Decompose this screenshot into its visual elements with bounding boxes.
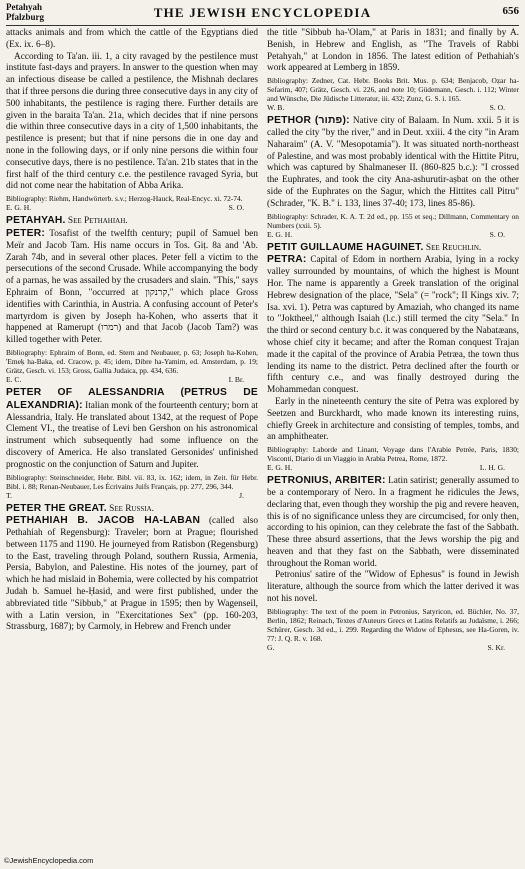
right-column	[267, 28, 519, 655]
entry-petahyah: PETAHYAH. See Pethahiah.	[6, 215, 128, 227]
author-initials: E. G. H. S. O.	[6, 203, 244, 213]
entry-heading: PETHAHIAH B. JACOB HA-LABAN	[6, 515, 201, 527]
bibliography: Bibliography: The text of the poem in Petronius, Satyricon, ed. Büchler, No. 37, Berlin, 1862; Reinach, Textes d'Auteurs Grecs et Latins Relatifs au Judaïsme, i. 266; Schürer, Gesch. 3d ed., i. 299. Regarding the Widow of Ephesus, see Ha-Goren, iv. 77: J. Q. R. v. 168.	[267, 606, 519, 643]
entry-petit: PETIT GUILLAUME HAGUINET. See Reuchlin.	[267, 241, 482, 253]
entry-peter: PETER: Tosafist of the twelfth century; pupil of Samuel ben Meïr and Jacob Tam. His name occurs in Tos. Giṭ. 8a and 'Ab. Zarah 74b, and in several other places. Peter fell a victim to the persecutions of the second Crusade. While accompanying the body of a parnas, he was assailed by the crusaders and slain. "This," says Ephraim of Bonn, "occurred at קרנקון," which place Gross identifies with Carinthia, in Austria. A confusing account of Peter's martyrdom is given by Joseph ha-Kohen, who asserts that it happened at Ramerupt (רמרו) and that Jacob (Jacob Tam?) was killed together with Peter.	[6, 227, 258, 346]
page-number: 656	[502, 5, 519, 17]
author-initials: E. G. H. L. H. G.	[267, 463, 505, 473]
petronius-second-para: Petronius' satire of the "Widow of Ephesus" is found in Jewish literature, although the source from which the latter derived it was not his novel.	[267, 570, 519, 605]
page-header	[6, 2, 519, 24]
entry-heading: PETER OF ALESSANDRIA (PETRUS DE ALEXANDRIA):	[6, 386, 258, 411]
bibliography: Bibliography: Schrader, K. A. T. 2d ed., pp. 155 et seq.; Dillmann, Commentary on Numbers (xxii. 5).	[267, 211, 519, 230]
author-initials: E. C. I. Br.	[6, 374, 244, 384]
entry-heading: PETHOR (פתור):	[267, 115, 350, 127]
entry-heading: PETRA:	[267, 254, 307, 266]
entry-heading: PETRONIUS, ARBITER:	[267, 475, 386, 487]
copyright-footer: ©JewishEncyclopedia.com	[4, 856, 94, 865]
pestilence-text-cont: attacks animals and from which the cattle of the Egyptians died (Ex. ix. 6–8).	[6, 28, 258, 50]
bibliography: Bibliography: Zedner, Cat. Hebr. Books Brit. Mus. p. 634; Benjacob, Oẓar ha-Sefarim, 407; Grätz, Gesch. vi. 226, and note 10; Güdemann, Gesch. i. 112; Winter and Wünsche, Die Jüdische Litteratur, iii. 432; Zunz, G. S. i. 165.	[267, 76, 519, 104]
page-title: THE JEWISH ENCYCLOPEDIA	[153, 5, 372, 20]
bibliography: Bibliography: Laborde and Linant, Voyage dans l'Arabie Petrée, Paris, 1830; Visconti, Diario di un Viaggio in Arabia Petrea, Rome, 1872.	[267, 445, 519, 464]
entry-peter-alessandria: PETER OF ALESSANDRIA (PETRUS DE ALEXANDRIA): Italian monk of the fourteenth century; born at Alessandria, Italy. He translated about 1342, at the request of Pope Clement VI., the treatise of Levi ben Gershon on his astronomical instrument which subsequently had some influence on the discovery of America. He also translated Gersonides' unfinished prognostic on the conjunction of Saturn and Jupiter.	[6, 386, 258, 470]
entry-heading: PETAHYAH.	[6, 215, 66, 227]
entry-heading: PETER:	[6, 227, 45, 239]
author-initials: T. J.	[6, 490, 244, 500]
bibliography: Bibliography: Ephraim of Bonn, ed. Stern and Neubauer, p. 63; Joseph ha-Kohen, 'Emeḳ ha-Baka, ed. Cracow, p. 45; idem, Dibre ha-Yamim, ed. Amsterdam, p. 19; Grätz, Gesch. vi. 153; Gross, Gallia Judaica, pp. 434, 636.	[6, 347, 258, 375]
entry-peter-great: PETER THE GREAT. See Russia.	[6, 502, 154, 514]
header-rule	[6, 25, 519, 26]
entry-petronius: PETRONIUS, ARBITER: Latin satirist; generally assumed to be a contemporary of Nero. In a fragment he ridicules the Jews, declaring that, even though they worship the pig and revere heaven, this is of no significance unless they are circumcised, for only then, according to his opinion, can they celebrate the fast of the Sabbath. These three absurd assertions, that the Jews worship the pig and heaven and that they fast on the Sabbath, were disseminated throughout the Roman world.	[267, 475, 519, 569]
entry-petra: PETRA: Capital of Edom in northern Arabia, lying in a rocky valley surrounded by mountains, of which the highest is Mount Hor. The name is apparently a Greek translation of the original Hebrew designation of the place, "Sela" (= "rock"; II Kings xiv. 7; Isa. xvi. 1). Petra was captured by Amaziah, who changed its name to "Joktheel," although Isaiah (l.c.) still termed the city "Sela." In the third or second century b.c. it was conquered by the Nabatæans, whose chief city it became; and after the Roman conquest Trajan made it the capital of the province of Arabia Petræa, the town thus lending its name to the district. Petra declined after the fourth or fifth century c.e., and was finally destroyed during the Mohammedan conquest.	[267, 254, 519, 396]
pethahiah-text-cont: the title "Sibbub ha-'Olam," at Paris in 1831; and finally by A. Benish, in Hebrew and English, as "The Travels of Rabbi Petahyah," at London in 1856. The latest edition of Pethahiah's work appeared at Lemberg in 1859.	[267, 28, 519, 74]
author-initials: W. B. S. O.	[267, 103, 505, 113]
entry-heading: PETIT GUILLAUME HAGUINET.	[267, 241, 424, 253]
entry-pethor: PETHOR (פתור): Native city of Balaam. In Num. xxii. 5 it is called the city "by the river," and in Deut. xxiii. 4 the city "in Aram Naharaim" (A. V. "Mesopotamia"). It was situated north-northeast of Palestine, and was most probably identical with the Hittite Pitru, which was captured by Shalmaneser II. (860-825 b.c.): "I crossed the Euphrates, and took the city Ana-ashurutir-aṣbat on the other side of the Euphrates on the Sagur, which the Hittites call Pitru" (Schrader, "K. B." i. 133, lines 37-40; 173, lines 85-86).	[267, 115, 519, 209]
running-head-first: Petahyah	[6, 2, 42, 12]
running-head-last: Pfalzburg	[6, 12, 44, 22]
petra-second-para: Early in the nineteenth century the site of Petra was explored by Seetzen and Burckhardt, who made known its interesting ruins, chiefly Greek in architecture and consisting of temples, tombs, and an amphitheater.	[267, 396, 519, 443]
pestilence-talmud-para: According to Ta'an. iii. 1, a city ravaged by the pestilence must institute fast-days and prayers. In answer to the question when may an infectious disease be called a pestilence, the Mishnah declares that if three persons die during three consecutive days in any city of 500 inhabitants, the pestilence is raging there. Further details are given in the baraita Ta'an. 21a, which decides that if nine persons die within three consecutive days in a city of 1,500 inhabitants, the pestilence is present; but that if nine persons die in one day and none in the following days, or if only nine persons die within four consecutive days, there is no pestilence. Ta'an. 21b states that in the first half of the third century c.e. the pestilence ravaged Syria, but did not come near the habitation of Abba Arika.	[6, 51, 258, 192]
author-initials: E. G. H. S. O.	[267, 229, 505, 239]
entry-heading: PETER THE GREAT.	[6, 502, 107, 514]
bibliography: Bibliography: Steinschneider, Hebr. Bibl. vii. 83, ix. 162; idem, in Zeit. für Hebr. Bibl. i. 88; Renan-Neubauer, Les Écrivains Juifs Français, pp. 277, 296, 344.	[6, 472, 258, 491]
entry-pethahiah: PETHAHIAH B. JACOB HA-LABAN (called also Pethahiah of Regensburg): Traveler; born at Prague; flourished between 1175 and 1190. He journeyed from Ratisbon (Regensburg) to the East, traveling through Poland, southern Russia, Armenia, Persia, Babylon, and Palestine. His notes of the journey, part of which he had mislaid in Bohemia, were collected by his compatriot Judah b. Samuel he-Ḥasid, and were first published, under the abbreviated title "Sibbub," at Prague in 1595; then by Wagenseil, with a Latin version, in "Exercitationes Sex" (pp. 160-203, Strassburg, 1687); by Carmoly, in Hebrew and French under	[6, 515, 258, 633]
bibliography: Bibliography: Riehm, Handwörterb. s.v.; Herzog-Hauck, Real-Encyc. xi. 72-74.	[6, 194, 243, 204]
author-initials: G. S. Kr.	[267, 642, 505, 652]
left-column	[6, 28, 258, 634]
